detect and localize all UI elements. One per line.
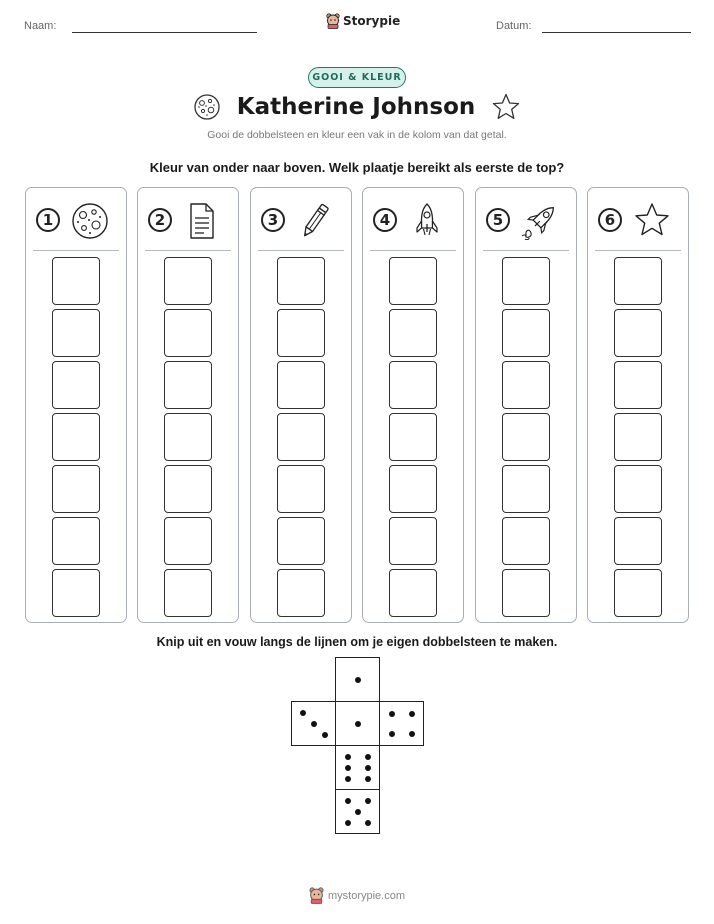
number-badge: 3 [261, 208, 285, 232]
die-face-3 [291, 701, 336, 746]
moon-icon [193, 93, 221, 121]
number-badge: 2 [148, 208, 172, 232]
column-header [598, 202, 682, 242]
star-icon [632, 202, 672, 240]
color-cell[interactable] [52, 569, 100, 617]
bear-icon [309, 887, 324, 904]
color-cell[interactable] [614, 517, 662, 565]
color-cell[interactable] [164, 569, 212, 617]
rocket-launch-icon [520, 202, 560, 240]
color-cell[interactable] [614, 309, 662, 357]
number-badge: 6 [598, 208, 622, 232]
column-6 [587, 187, 689, 623]
color-cell[interactable] [502, 361, 550, 409]
number-badge: 1 [36, 208, 60, 232]
color-cell[interactable] [389, 465, 437, 513]
color-cell[interactable] [52, 517, 100, 565]
moon-icon [70, 202, 110, 240]
color-cell[interactable] [277, 465, 325, 513]
number-badge: 4 [373, 208, 397, 232]
title-row [0, 92, 714, 122]
color-cell[interactable] [502, 413, 550, 461]
column-header [261, 202, 345, 242]
color-cell[interactable] [614, 413, 662, 461]
color-cell[interactable] [614, 465, 662, 513]
column-5 [475, 187, 577, 623]
column-header [373, 202, 457, 242]
color-cell[interactable] [277, 309, 325, 357]
die-face-1 [335, 701, 380, 746]
brand-logo [326, 13, 400, 29]
document-icon [182, 202, 222, 240]
die-face-1 [335, 657, 380, 702]
color-cell[interactable] [164, 361, 212, 409]
activity-badge: GOOI & KLEUR [308, 67, 406, 88]
color-cell[interactable] [277, 413, 325, 461]
color-cell[interactable] [164, 257, 212, 305]
die-face-6 [335, 745, 380, 790]
color-cell[interactable] [277, 569, 325, 617]
color-cell[interactable] [614, 361, 662, 409]
color-cell[interactable] [277, 361, 325, 409]
color-cell[interactable] [164, 465, 212, 513]
color-cell[interactable] [52, 309, 100, 357]
column-header [148, 202, 232, 242]
date-line [542, 32, 691, 33]
star-icon [491, 92, 521, 122]
footer [0, 887, 714, 904]
color-cell[interactable] [389, 361, 437, 409]
column-header [486, 202, 570, 242]
subtitle: Gooi de dobbelsteen en kleur een vak in de kolom van dat getal. [207, 129, 507, 141]
bear-icon [326, 13, 340, 29]
column-header [36, 202, 120, 242]
color-cell[interactable] [614, 257, 662, 305]
die-face-4 [379, 701, 424, 746]
color-cell[interactable] [502, 257, 550, 305]
name-label: Naam: [24, 20, 57, 32]
color-cell[interactable] [277, 257, 325, 305]
page-title: Katherine Johnson [236, 94, 476, 120]
cut-instruction: Knip uit en vouw langs de lijnen om je eigen dobbelsteen te maken. [156, 635, 558, 649]
color-cell[interactable] [52, 413, 100, 461]
color-cell[interactable] [389, 309, 437, 357]
pencil-icon [295, 202, 335, 240]
rocket-icon [407, 202, 447, 240]
color-cell[interactable] [502, 517, 550, 565]
color-cell[interactable] [277, 517, 325, 565]
footer-url[interactable]: mystorypie.com [327, 889, 406, 902]
column-1 [25, 187, 127, 623]
color-cell[interactable] [164, 413, 212, 461]
die-face-5 [335, 789, 380, 834]
instruction: Kleur van onder naar boven. Welk plaatje bereikt als eerste de top? [149, 160, 565, 175]
color-cell[interactable] [164, 309, 212, 357]
color-cell[interactable] [389, 413, 437, 461]
color-cell[interactable] [502, 309, 550, 357]
color-cell[interactable] [389, 569, 437, 617]
name-line [72, 32, 257, 33]
column-4 [362, 187, 464, 623]
column-2 [137, 187, 239, 623]
color-cell[interactable] [502, 569, 550, 617]
color-cell[interactable] [389, 517, 437, 565]
color-cell[interactable] [52, 257, 100, 305]
color-cell[interactable] [614, 569, 662, 617]
date-label: Datum: [496, 20, 532, 32]
color-cell[interactable] [52, 465, 100, 513]
color-cell[interactable] [52, 361, 100, 409]
number-badge: 5 [486, 208, 510, 232]
color-cell[interactable] [389, 257, 437, 305]
color-cell[interactable] [502, 465, 550, 513]
color-cell[interactable] [164, 517, 212, 565]
column-3 [250, 187, 352, 623]
brand-name: Storypie [343, 14, 401, 28]
